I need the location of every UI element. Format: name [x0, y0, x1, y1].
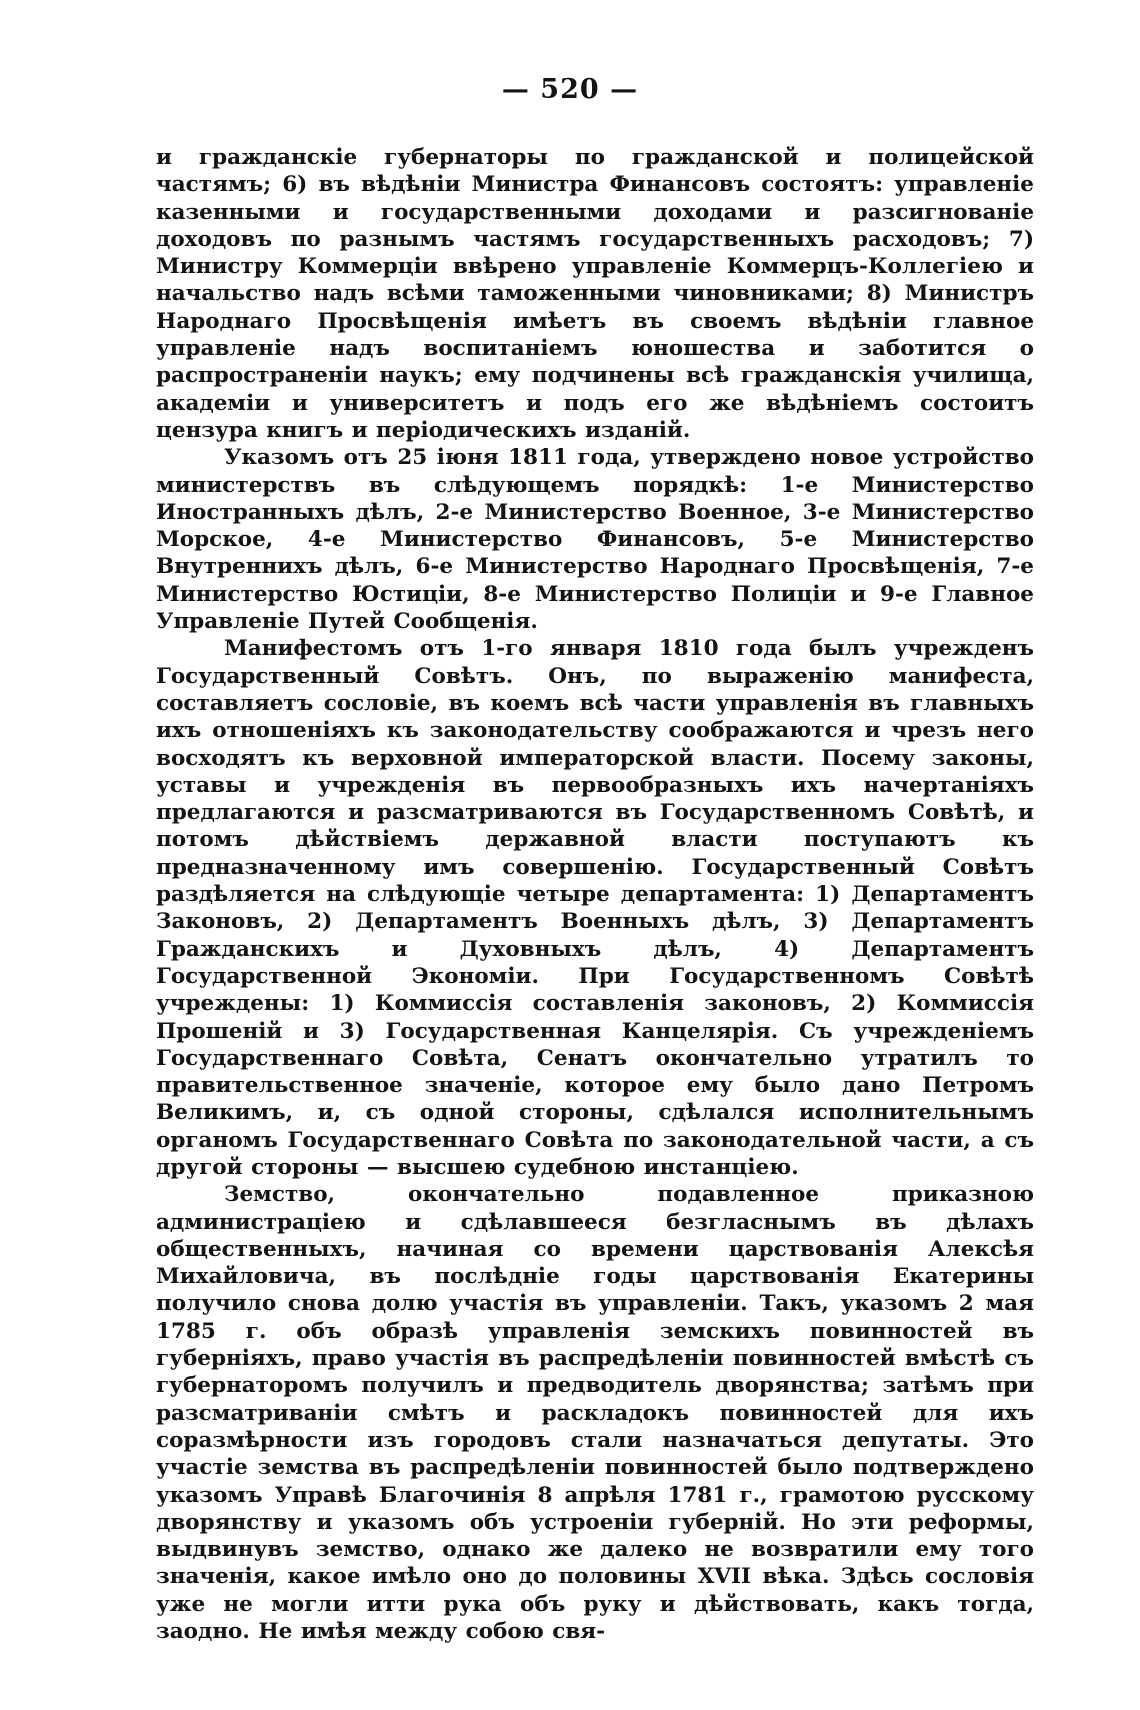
paragraph-state-council: Манифестомъ отъ 1-го января 1810 года былъ учрежденъ Государственный Совѣтъ. Онъ, по выраженію манифеста, составляетъ сословіе, въ коемъ всѣ части управленія въ главныхъ ихъ отношеніяхъ къ законодательству соображаются и чрезъ него восходятъ къ верховной императорской власти. Посему законы, уставы и учрежденія въ первообразныхъ ихъ начертаніяхъ предлагаются и разсматриваются въ Государственномъ Совѣтѣ, и потомъ дѣйствіемъ державной власти поступаютъ къ предназначенному имъ совершенію. Государственный Совѣтъ раздѣляется на слѣдующіе четыре департамента: 1) Департаментъ Законовъ, 2) Департаментъ Военныхъ дѣлъ, 3) Департаментъ Гражданскихъ и Духовныхъ дѣлъ, 4) Департаментъ Государственной Экономіи. При Государственномъ Совѣтѣ учреждены: 1) Коммиссія составленія законовъ, 2) Коммиссія Прошеній и 3) Государственная Канцелярія. Съ учрежденіемъ Государственнаго Совѣта, Сенатъ окончательно утратилъ то правительственное значеніе, которое ему было дано Петромъ Великимъ, и, съ одной стороны, сдѣлался исполнительнымъ органомъ Государственнаго Совѣта по законодательной части, а съ другой стороны — высшею судебною инстанціею. — [156, 636, 1034, 1180]
paragraph-ministries-duties: и гражданскіе губернаторы по гражданской и полицейской частямъ; 6) въ вѣдѣніи Министра Финансовъ состоятъ: управленіе казенными и государственными доходами и разсигнованіе доходовъ по разнымъ частямъ государственныхъ расходовъ; 7) Министру Коммерціи ввѣрено управленіе Коммерцъ-Коллегіею и начальство надъ всѣми таможенными чиновниками; 8) Министръ Народнаго Просвѣщенія имѣетъ въ своемъ вѣдѣніи главное управленіе надъ воспитаніемъ юношества и заботится о распространеніи наукъ; ему подчинены всѣ гражданскія училища, академіи и университетъ и подъ его же вѣдѣніемъ состоитъ цензура книгъ и періодическихъ изданій. — [156, 145, 1034, 443]
paragraph-zemstvo: Земство, окончательно подавленное приказною администраціею и сдѣлавшееся безгласнымъ въ дѣлахъ общественныхъ, начиная со времени царствованія Алексѣя Михайловича, въ послѣдніе годы царствованія Екатерины получило снова долю участія въ управленіи. Такъ, указомъ 2 мая 1785 г. объ образѣ управленія земскихъ повинностей въ губерніяхъ, право участія въ распредѣленіи повинностей вмѣстѣ съ губернаторомъ получилъ и предводитель дворянства; затѣмъ при разсматриваніи смѣтъ и раскладокъ повинностей для ихъ соразмѣрности изъ городовъ стали назначаться депутаты. Это участіе земства въ распредѣленіи повинностей было подтверждено указомъ Управѣ Благочинія 8 апрѣля 1781 г., грамотою русскому дворянству и указомъ объ устроеніи губерній. Но эти реформы, выдвинувъ земство, однако же далеко не возвратили ему того значенія, какое имѣло оно до половины XVII вѣка. Здѣсь сословія уже не могли итти рука объ руку и дѣйствовать, какъ тогда, заодно. Не имѣя между собою свя- — [156, 1182, 1034, 1645]
body-text — [156, 144, 1034, 1645]
page-number: — 520 — — [501, 74, 639, 105]
paragraph-decree-1811: Указомъ отъ 25 іюня 1811 года, утверждено новое устройство министерствъ въ слѣдующемъ порядкѣ: 1-е Министерство Иностранныхъ дѣлъ, 2-е Министерство Военное, 3-е Министерство Морское, 4-е Министерство Финансовъ, 5-е Министерство Внутреннихъ дѣлъ, 6-е Министерство Народнаго Просвѣщенія, 7-е Министерство Юстиціи, 8-е Министерство Полиціи и 9-е Главное Управленіе Путей Сообщенія. — [156, 445, 1034, 635]
